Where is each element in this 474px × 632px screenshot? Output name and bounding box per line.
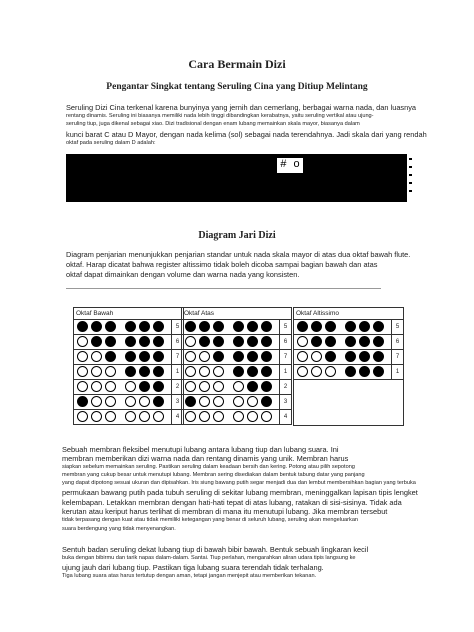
open-hole-icon xyxy=(247,396,258,407)
open-hole-icon xyxy=(125,396,136,407)
membrane-line-6: permukaan bawang putih pada tubuh seruling di sekitar lubang membran, meninggalkan lapisan tipis lengket xyxy=(62,488,418,497)
open-hole-icon xyxy=(199,366,210,377)
closed-hole-icon xyxy=(139,336,150,347)
note-number: 7 xyxy=(279,350,291,364)
note-number: 4 xyxy=(279,410,291,424)
closed-hole-icon xyxy=(247,351,258,362)
closed-hole-icon xyxy=(373,336,384,347)
open-hole-icon xyxy=(153,411,164,422)
open-hole-icon xyxy=(105,381,116,392)
open-hole-icon xyxy=(125,381,136,392)
closed-hole-icon xyxy=(139,351,150,362)
open-hole-icon xyxy=(185,366,196,377)
closed-hole-icon xyxy=(325,336,336,347)
closed-hole-icon xyxy=(185,396,196,407)
open-hole-icon xyxy=(139,411,150,422)
open-hole-icon xyxy=(213,411,224,422)
fingering-column xyxy=(293,307,404,426)
fingering-column xyxy=(181,307,292,425)
diagram-desc-line-1: Diagram penjarian menunjukkan penjarian standar untuk nada skala mayor di atas dua oktaf bawah flute. xyxy=(66,250,411,259)
fingering-row xyxy=(182,410,291,424)
fingering-row xyxy=(74,410,183,424)
closed-hole-icon xyxy=(91,336,102,347)
closed-hole-icon xyxy=(77,321,88,332)
intro-line-3: seruling tiup, juga dikenal sebagai xiao. Dizi tradisional dengan enam lubang memainkan skala mayor, biasanya dalam xyxy=(66,121,360,127)
note-number: 1 xyxy=(279,365,291,379)
closed-hole-icon xyxy=(359,351,370,362)
open-hole-icon xyxy=(311,366,322,377)
closed-hole-icon xyxy=(261,336,272,347)
open-hole-icon xyxy=(233,396,244,407)
intro-line-5: oktaf pada seruling dalam D adalah: xyxy=(66,140,156,146)
open-hole-icon xyxy=(105,411,116,422)
fingering-row xyxy=(294,335,403,350)
membrane-line-2: membran memberikan dizi warna nada dan rentang dinamis yang unik. Membran harus xyxy=(62,454,349,463)
membrane-line-7: kelembapan. Letakkan membran dengan hati-hati tepat di atas lubang, ratakan di sisi-sisinya. Tidak ada xyxy=(62,498,402,507)
note-number: 6 xyxy=(279,335,291,349)
closed-hole-icon xyxy=(325,321,336,332)
diagram-desc-line-2: oktaf. Harap dicatat bahwa register altissimo tidak boleh dicoba sampai bagian bawah dan atas xyxy=(66,260,378,269)
note-number: 5 xyxy=(279,320,291,334)
closed-hole-icon xyxy=(77,396,88,407)
open-hole-icon xyxy=(247,411,258,422)
fingering-row xyxy=(74,365,183,380)
note-number: 2 xyxy=(279,380,291,394)
fingering-column xyxy=(73,307,184,425)
fingering-row xyxy=(74,395,183,410)
closed-hole-icon xyxy=(139,381,150,392)
closed-hole-icon xyxy=(153,396,164,407)
fingering-row xyxy=(182,350,291,365)
open-hole-icon xyxy=(91,381,102,392)
note-number: 7 xyxy=(171,350,183,364)
document-title: Cara Bermain Dizi xyxy=(188,57,286,71)
intro-line-4: kunci barat C atau D Mayor, dengan nada kelima (sol) sebagai nada terendahnya. Jadi skala dari yang rendah xyxy=(66,130,427,139)
fingering-row xyxy=(294,320,403,335)
closed-hole-icon xyxy=(125,321,136,332)
closed-hole-icon xyxy=(153,381,164,392)
closed-hole-icon xyxy=(247,381,258,392)
membrane-line-3: siapkan sebelum memainkan seruling. Pastikan seruling dalam keadaan bersih dan kering. Potong atau pilih sepotong xyxy=(62,464,355,470)
open-hole-icon xyxy=(185,411,196,422)
membrane-line-8: kerutan atau keriput harus terlihat di membran di mana itu menutupi lubang. Jika membran tersebut xyxy=(62,507,388,516)
closed-hole-icon xyxy=(261,321,272,332)
scale-notation-image xyxy=(66,154,407,202)
fingering-row xyxy=(74,320,183,335)
closed-hole-icon xyxy=(233,351,244,362)
open-hole-icon xyxy=(91,396,102,407)
closed-hole-icon xyxy=(233,336,244,347)
note-number: 6 xyxy=(171,335,183,349)
closed-hole-icon xyxy=(125,366,136,377)
open-hole-icon xyxy=(199,381,210,392)
open-hole-icon xyxy=(77,381,88,392)
closed-hole-icon xyxy=(213,336,224,347)
fingering-rows xyxy=(182,320,291,424)
closed-hole-icon xyxy=(359,321,370,332)
notation-symbol: # o xyxy=(277,158,303,173)
note-number: 1 xyxy=(391,365,403,379)
open-hole-icon xyxy=(185,351,196,362)
closed-hole-icon xyxy=(311,336,322,347)
open-hole-icon xyxy=(77,351,88,362)
note-number: 5 xyxy=(171,320,183,334)
closed-hole-icon xyxy=(261,381,272,392)
open-hole-icon xyxy=(261,411,272,422)
membrane-line-9: tidak terpasang dengan kuat atau tidak memiliki ketegangan yang benar di seluruh lubang, seruling akan mengeluarkan xyxy=(62,517,359,523)
fingering-row xyxy=(182,365,291,380)
open-hole-icon xyxy=(297,366,308,377)
closed-hole-icon xyxy=(297,321,308,332)
open-hole-icon xyxy=(213,366,224,377)
closed-hole-icon xyxy=(247,366,258,377)
open-hole-icon xyxy=(297,336,308,347)
fingering-row xyxy=(74,350,183,365)
empty-panel-area xyxy=(294,379,403,425)
closed-hole-icon xyxy=(105,351,116,362)
open-hole-icon xyxy=(125,411,136,422)
open-hole-icon xyxy=(77,411,88,422)
closed-hole-icon xyxy=(139,321,150,332)
closed-hole-icon xyxy=(153,366,164,377)
membrane-line-10: suara berdengung yang tidak menyenangkan. xyxy=(62,526,176,532)
closed-hole-icon xyxy=(261,351,272,362)
open-hole-icon xyxy=(213,381,224,392)
open-hole-icon xyxy=(213,396,224,407)
closed-hole-icon xyxy=(373,321,384,332)
intro-line-2: rentang dinamis. Seruling ini biasanya memiliki nada lebih tinggi dibandingkan kerabatnya, yaitu seruling vertikal atau ujung- xyxy=(66,113,374,119)
diagram-heading: Diagram Jari Dizi xyxy=(198,230,276,241)
fingering-row xyxy=(182,380,291,395)
fingering-column-header: Oktaf Altissimo xyxy=(294,308,403,320)
open-hole-icon xyxy=(105,366,116,377)
open-hole-icon xyxy=(325,366,336,377)
closed-hole-icon xyxy=(345,351,356,362)
fingering-column-header: Oktaf Atas xyxy=(182,308,291,320)
closed-hole-icon xyxy=(345,366,356,377)
closed-hole-icon xyxy=(359,366,370,377)
open-hole-icon xyxy=(311,351,322,362)
closed-hole-icon xyxy=(199,336,210,347)
playing-line-2: buka dengan bibirmu dan tarik napas dalam-dalam. Santai. Tiup perlahan, mengarahkan aliran udara tipis langsung ke xyxy=(62,555,356,561)
fingering-row xyxy=(182,335,291,350)
note-number: 5 xyxy=(391,320,403,334)
closed-hole-icon xyxy=(199,321,210,332)
closed-hole-icon xyxy=(345,321,356,332)
open-hole-icon xyxy=(233,411,244,422)
closed-hole-icon xyxy=(247,321,258,332)
open-hole-icon xyxy=(105,396,116,407)
closed-hole-icon xyxy=(261,366,272,377)
playing-line-1: Sentuh badan seruling dekat lubang tiup di bawah bibir bawah. Bentuk sebuah lingkaran kecil xyxy=(62,545,369,554)
fingering-row xyxy=(74,380,183,395)
closed-hole-icon xyxy=(185,321,196,332)
open-hole-icon xyxy=(77,336,88,347)
closed-hole-icon xyxy=(233,321,244,332)
membrane-line-4: membran yang cukup besar untuk menutupi lubang. Membran sering disediakan dalam bentuk tabung datar yang panjang xyxy=(62,472,365,478)
fingering-rows xyxy=(294,320,403,379)
fingering-row xyxy=(182,320,291,335)
open-hole-icon xyxy=(185,381,196,392)
fingering-row xyxy=(74,335,183,350)
open-hole-icon xyxy=(199,396,210,407)
open-hole-icon xyxy=(199,351,210,362)
open-hole-icon xyxy=(77,366,88,377)
closed-hole-icon xyxy=(325,351,336,362)
playing-line-3: ujung jauh dari lubang tiup. Pastikan tiga lubang suara terendah tidak terhalang. xyxy=(62,563,324,572)
intro-line-1: Seruling Dizi Cina terkenal karena bunyinya yang jernih dan cemerlang, berbagai warna nada, dan luasnya xyxy=(66,103,417,112)
closed-hole-icon xyxy=(345,336,356,347)
closed-hole-icon xyxy=(311,321,322,332)
closed-hole-icon xyxy=(153,351,164,362)
fingering-row xyxy=(294,365,403,379)
note-number: 2 xyxy=(171,380,183,394)
closed-hole-icon xyxy=(261,396,272,407)
open-hole-icon xyxy=(297,351,308,362)
fingering-rows xyxy=(74,320,183,424)
note-number: 7 xyxy=(391,350,403,364)
membrane-line-5: yang dapat dipotong sesuai ukuran dan dipisahkan. Iris siung bawang putih segar menjadi dua dan lembut membersihkan bagian yang terbuka xyxy=(62,480,416,486)
closed-hole-icon xyxy=(153,336,164,347)
open-hole-icon xyxy=(91,411,102,422)
fingering-column-header: Oktaf Bawah xyxy=(74,308,183,320)
fingering-row xyxy=(182,395,291,410)
playing-line-4: Tiga lubang suara atas harus tertutup dengan aman, tetapi jangan menjepit atau memberikan tekanan. xyxy=(62,573,317,579)
note-number: 1 xyxy=(171,365,183,379)
open-hole-icon xyxy=(185,336,196,347)
note-number: 4 xyxy=(171,410,183,424)
note-number: 3 xyxy=(171,395,183,409)
closed-hole-icon xyxy=(91,321,102,332)
closed-hole-icon xyxy=(105,336,116,347)
closed-hole-icon xyxy=(247,336,258,347)
closed-hole-icon xyxy=(153,321,164,332)
closed-hole-icon xyxy=(373,366,384,377)
closed-hole-icon xyxy=(233,366,244,377)
closed-hole-icon xyxy=(105,321,116,332)
note-number: 3 xyxy=(279,395,291,409)
fingering-row xyxy=(294,350,403,365)
note-number: 6 xyxy=(391,335,403,349)
membrane-line-1: Sebuah membran fleksibel menutupi lubang antara lubang tiup dan lubang suara. Ini xyxy=(62,445,339,454)
notation-edge-marks xyxy=(409,158,413,198)
open-hole-icon xyxy=(233,381,244,392)
closed-hole-icon xyxy=(125,336,136,347)
closed-hole-icon xyxy=(373,351,384,362)
closed-hole-icon xyxy=(359,336,370,347)
diagram-desc-line-3: oktaf dapat dimainkan dengan volume dan warna nada yang konsisten. xyxy=(66,270,300,279)
closed-hole-icon xyxy=(125,351,136,362)
divider xyxy=(66,288,381,289)
closed-hole-icon xyxy=(213,351,224,362)
closed-hole-icon xyxy=(213,321,224,332)
document-subtitle: Pengantar Singkat tentang Seruling Cina yang Ditiup Melintang xyxy=(106,82,368,92)
open-hole-icon xyxy=(139,396,150,407)
closed-hole-icon xyxy=(139,366,150,377)
open-hole-icon xyxy=(91,351,102,362)
open-hole-icon xyxy=(199,411,210,422)
open-hole-icon xyxy=(91,366,102,377)
